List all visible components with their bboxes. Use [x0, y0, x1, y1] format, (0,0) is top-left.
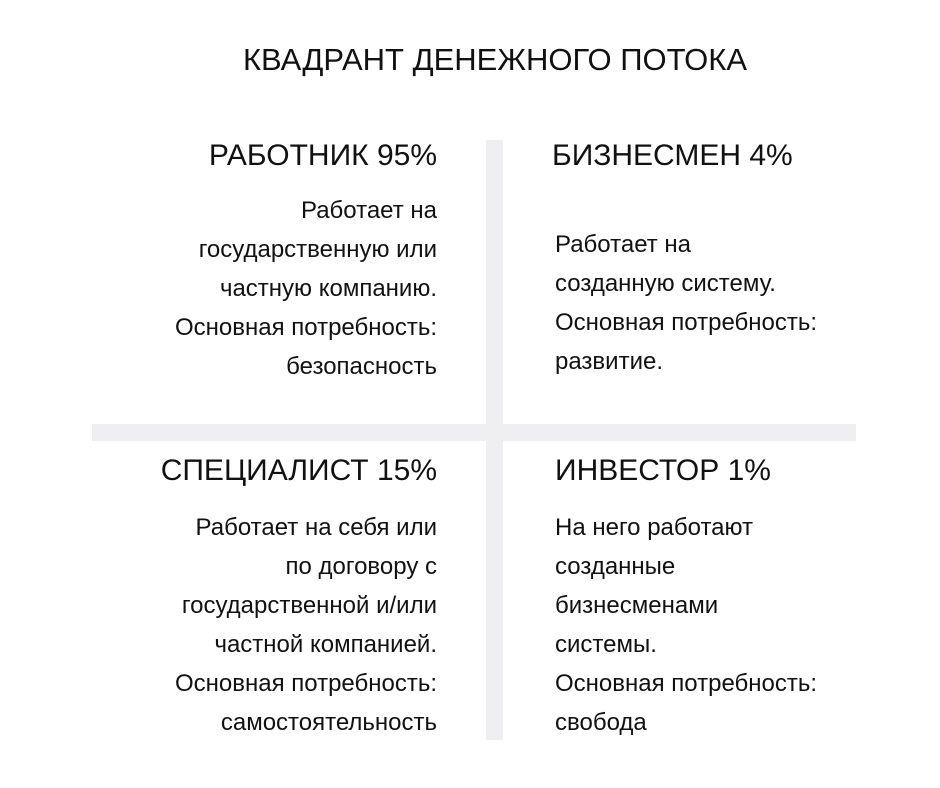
- horizontal-divider: [92, 424, 856, 441]
- investor-description: [555, 508, 817, 742]
- investor-line: бизнесменами: [555, 592, 719, 619]
- specialist-line: государственной и/или: [181, 592, 437, 619]
- investor-heading: ИНВЕСТОР 1%: [555, 454, 771, 487]
- employee-heading: РАБОТНИК 95%: [208, 139, 437, 172]
- businessman-line: Работает на: [555, 231, 692, 258]
- investor-line: созданные: [555, 553, 676, 580]
- specialist-heading: СПЕЦИАЛИСТ 15%: [160, 454, 437, 487]
- investor-line: системы.: [555, 631, 657, 658]
- employee-line: частную компанию.: [219, 275, 437, 302]
- employee-line: Работает на: [300, 197, 437, 224]
- investor-line: свобода: [555, 709, 647, 736]
- businessman-description: [555, 225, 817, 381]
- specialist-line: Работает на себя или: [195, 514, 437, 541]
- businessman-line: развитие.: [555, 348, 663, 375]
- investor-line: На него работают: [555, 514, 753, 541]
- businessman-line: Основная потребность:: [555, 309, 818, 336]
- page-title: КВАДРАНТ ДЕНЕЖНОГО ПОТОКА: [242, 42, 748, 77]
- employee-line: Основная потребность:: [174, 314, 437, 341]
- businessman-line: созданную систему.: [555, 270, 776, 297]
- employee-line: безопасность: [286, 353, 437, 380]
- employee-description: [175, 191, 437, 386]
- specialist-line: самостоятельность: [220, 709, 437, 736]
- specialist-description: [175, 508, 437, 742]
- businessman-heading: БИЗНЕСМЕН 4%: [552, 139, 793, 172]
- employee-line: государственную или: [198, 236, 437, 263]
- specialist-line: по договору с: [285, 553, 437, 580]
- specialist-line: частной компанией.: [214, 631, 437, 658]
- investor-line: Основная потребность:: [555, 670, 818, 697]
- specialist-line: Основная потребность:: [174, 670, 437, 697]
